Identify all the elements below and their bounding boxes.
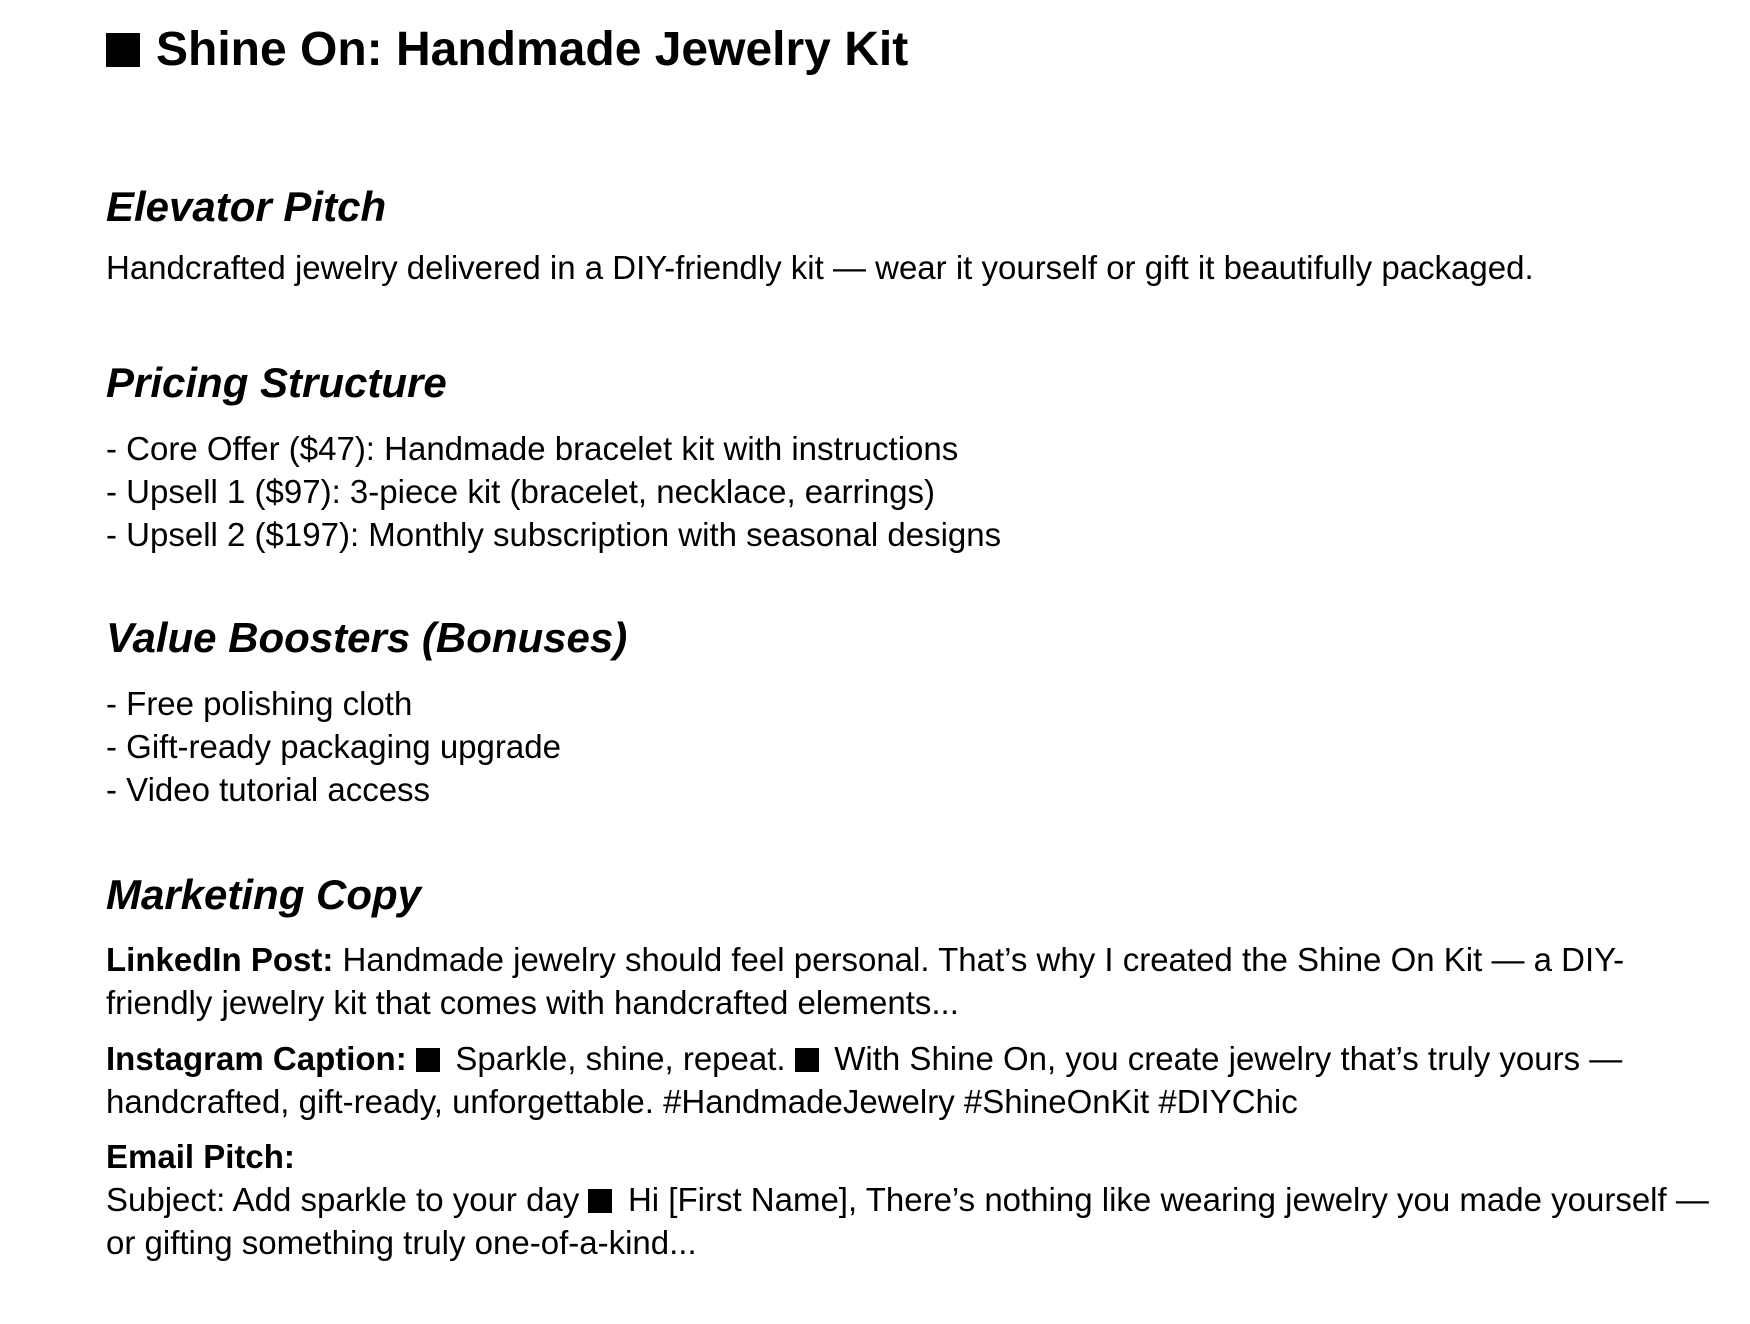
pricing-item-core: - Core Offer ($47): Handmade bracelet kit with instructions [106,430,959,467]
bonus-item-packaging: - Gift-ready packaging upgrade [106,728,561,765]
email-pitch-body: Hi [First Name], There’s nothing like wearing jewelry you made yourself — or gifting something truly one-of-a-kind... [106,1181,1709,1261]
black-square-icon [588,1189,612,1213]
bonus-item-polishing-cloth: - Free polishing cloth [106,685,413,722]
email-pitch-label: Email Pitch: [106,1138,295,1175]
document-title [106,20,1726,80]
instagram-caption [106,1037,1726,1123]
instagram-caption-label: Instagram Caption: [106,1040,407,1077]
instagram-caption-text-1: Sparkle, shine, repeat. [446,1040,795,1077]
email-pitch-text [106,1178,1726,1264]
linkedin-post [106,938,1726,1024]
marketing-heading: Marketing Copy [106,871,422,918]
pricing-item-upsell-2: - Upsell 2 ($197): Monthly subscription with seasonal designs [106,516,1002,553]
instagram-caption-text-2: With Shine On, you create jewelry that’s truly yours — handcrafted, gift-ready, unforgettable. #HandmadeJewelry #ShineOnKit #DIYChic [106,1040,1623,1120]
linkedin-post-text: Handmade jewelry should feel personal. That’s why I created the Shine On Kit — a DIY-friendly jewelry kit that comes with handcrafted elements... [106,941,1625,1021]
elevator-pitch-heading: Elevator Pitch [106,183,387,230]
document-page [106,20,1726,1264]
pricing-list [106,427,1726,556]
document-title-text: Shine On: Handmade Jewelry Kit [156,23,909,76]
pricing-heading: Pricing Structure [106,359,447,406]
email-pitch-subject: Subject: Add sparkle to your day [106,1181,589,1218]
black-square-icon [106,33,140,67]
linkedin-post-label: LinkedIn Post: [106,941,334,978]
black-square-icon [795,1048,819,1072]
bonuses-list [106,682,1726,811]
pricing-item-upsell-1: - Upsell 1 ($97): 3-piece kit (bracelet, necklace, earrings) [106,473,936,510]
bonuses-heading: Value Boosters (Bonuses) [106,614,628,661]
black-square-icon [416,1048,440,1072]
bonus-item-video-tutorial: - Video tutorial access [106,771,431,808]
elevator-pitch-text: Handcrafted jewelry delivered in a DIY-friendly kit — wear it yourself or gift it beautifully packaged. [106,249,1534,286]
